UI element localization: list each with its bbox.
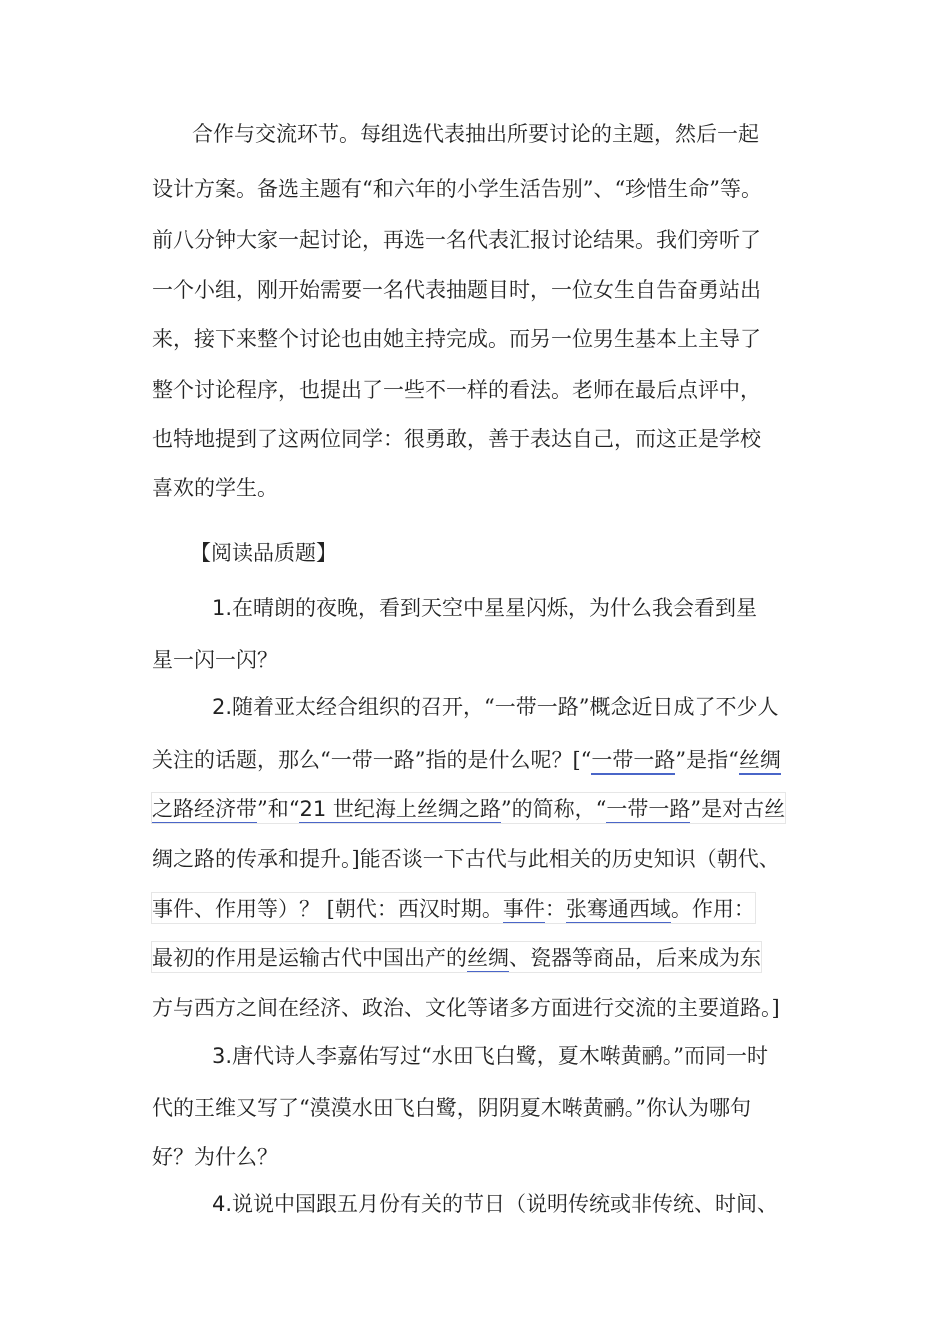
hyperlink[interactable]: 丝绸 (739, 748, 781, 775)
text-line (212, 1040, 768, 1070)
text-line: 好？为什么？ (152, 1145, 278, 1169)
question-number: 2. (212, 695, 233, 719)
question-text: 说说中国跟五月份有关的节日（说明传统或非传统、时间、 (232, 1192, 779, 1216)
text-line: 来，接下来整个讨论也由她主持完成。而另一位男生基本上主导了 (152, 327, 761, 351)
question-number: 4. (212, 1192, 233, 1216)
text-line (152, 942, 761, 972)
question-number: 3. (212, 1044, 233, 1068)
text-segment: 、瓷器等商品，后来成为东 (509, 946, 761, 970)
text-segment: ”是对古丝 (690, 797, 786, 821)
text-line (152, 793, 785, 823)
text-segment: 。作用： (670, 897, 755, 921)
text-segment: ”和“ (257, 797, 300, 821)
text-segment: 事件、作用等）？ [朝代：西汉时期。 (152, 897, 503, 921)
question-text: 随着亚太经合组织的召开，“一带一路”概念近日成了不少人 (232, 695, 779, 719)
text-line (212, 691, 779, 721)
hyperlink[interactable]: 一带一路 (606, 797, 690, 824)
text-line: 合作与交流环节。每组选代表抽出所要讨论的主题，然后一起 (192, 122, 759, 146)
question-text: 唐代诗人李嘉佑写过“水田飞白鹭，夏木啭黄鹂。”而同一时 (232, 1044, 769, 1068)
section-title: 【阅读品质题】 (190, 541, 337, 565)
text-line: 也特地提到了这两位同学：很勇敢，善于表达自己，而这正是学校 (152, 427, 761, 451)
question-number: 1. (212, 596, 233, 620)
text-segment: 关注的话题，那么“一带一路”指的是什么呢？[“ (152, 748, 592, 772)
text-line: 绸之路的传承和提升。]能否谈一下古代与此相关的历史知识（朝代、 (152, 847, 780, 871)
hyperlink[interactable]: 事件 (503, 897, 545, 924)
text-line: 设计方案。备选主题有“和六年的小学生活告别”、“珍惜生命”等。 (152, 177, 762, 201)
text-line: 一个小组，刚开始需要一名代表抽题目时，一位女生自告奋勇站出 (152, 278, 761, 302)
text-line: 星一闪一闪？ (152, 648, 278, 672)
hyperlink[interactable]: 丝绸 (467, 946, 509, 973)
hyperlink[interactable]: 一带一路 (591, 748, 675, 775)
text-segment: ”的简称，“ (500, 797, 607, 821)
text-line (212, 592, 757, 622)
question-text: 在晴朗的夜晚，看到天空中星星闪烁，为什么我会看到星 (232, 596, 758, 620)
text-line (152, 744, 781, 774)
text-segment: ”是指“ (675, 748, 739, 772)
text-line: 前八分钟大家一起讨论，再选一名代表汇报讨论结果。我们旁听了 (152, 228, 761, 252)
text-segment: 最初的作用是运输古代中国出产的 (152, 946, 467, 970)
text-line: 整个讨论程序，也提出了一些不一样的看法。老师在最后点评中， (152, 378, 761, 402)
text-line: 喜欢的学生。 (152, 476, 278, 500)
hyperlink[interactable]: 21 世纪海上丝绸之路 (299, 797, 500, 824)
text-line (212, 1188, 778, 1218)
text-line: 方与西方之间在经济、政治、文化等诸多方面进行交流的主要道路。] (152, 996, 780, 1020)
text-segment: ： (544, 897, 566, 921)
text-line (152, 893, 755, 923)
hyperlink[interactable]: 之路经济带 (152, 797, 257, 824)
text-line: 代的王维又写了“漠漠水田飞白鹭，阴阴夏木啭黄鹂。”你认为哪句 (152, 1096, 751, 1120)
hyperlink[interactable]: 张骞通西域 (566, 897, 671, 924)
